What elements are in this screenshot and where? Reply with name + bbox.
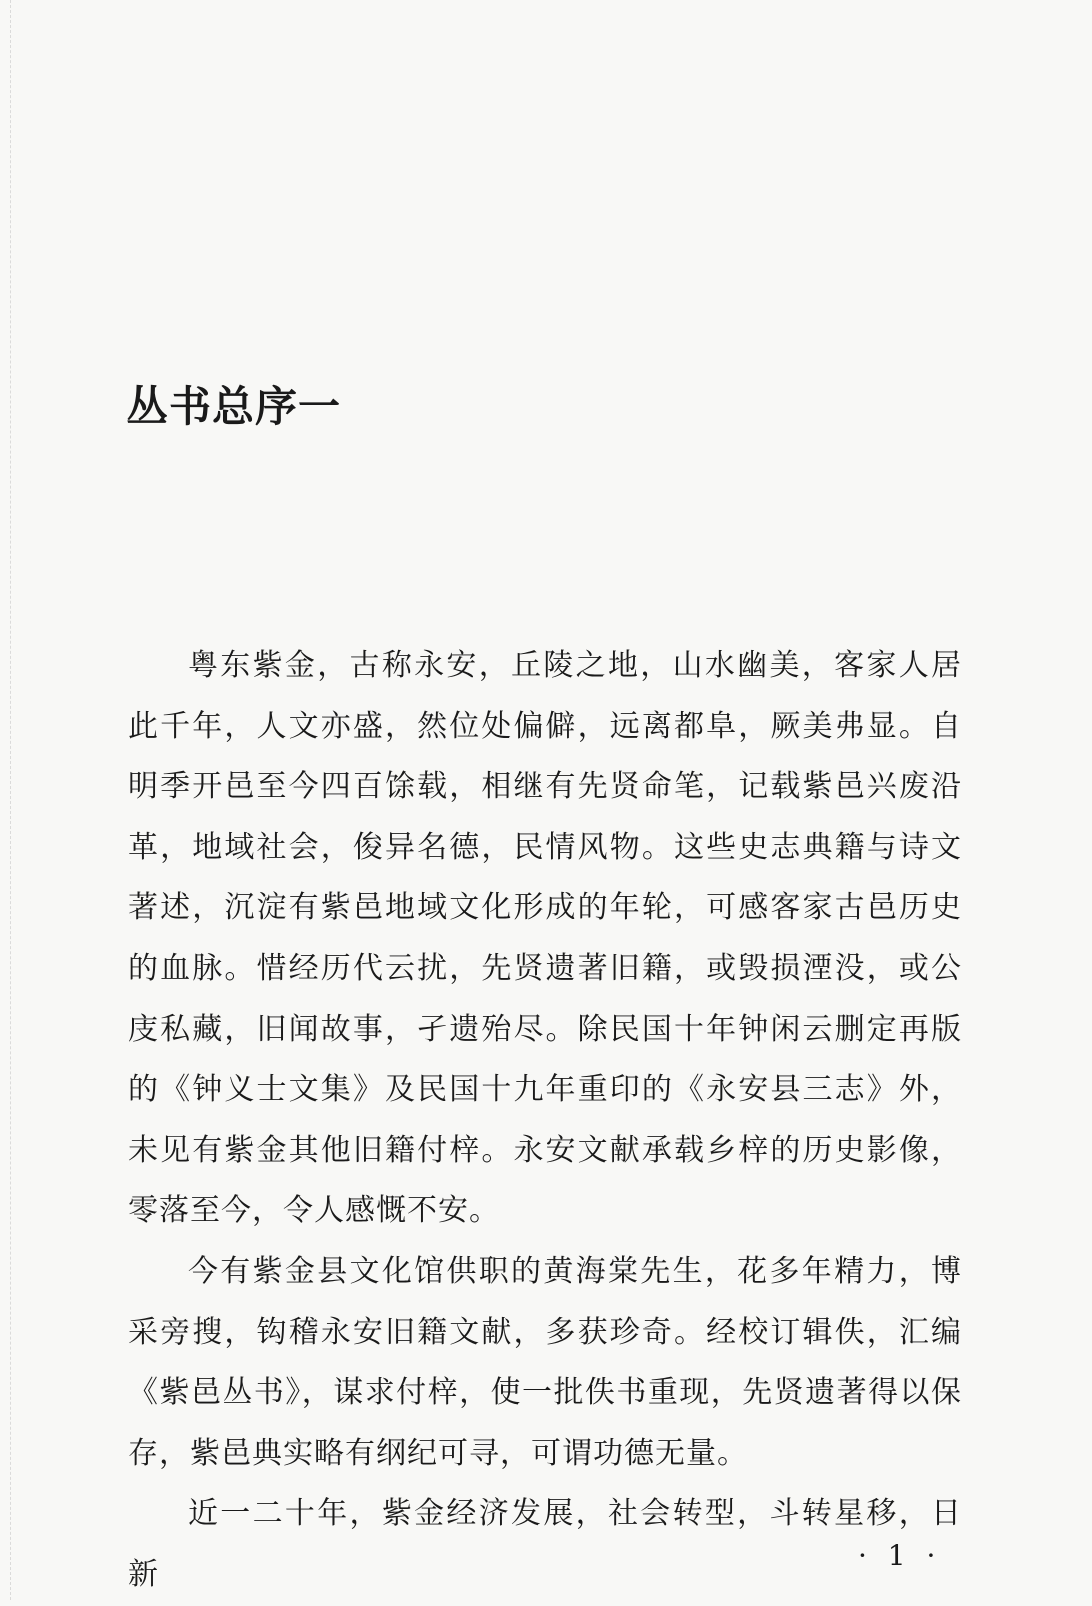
page-title: 丛书总序一: [126, 382, 342, 431]
scan-edge-line: [10, 0, 11, 1600]
paragraph: 粤东紫金，古称永安，丘陵之地，山水幽美，客家人居此千年，人文亦盛，然位处偏僻，远离都阜，厥美弗显。自明季开邑至今四百馀载，相继有先贤命笔，记载紫邑兴废沿革，地域社会，俊异名德，民情风物。这些史志典籍与诗文著述，沉淀有紫邑地域文化形成的年轮，可感客家古邑历史的血脉。惜经历代云扰，先贤遗著旧籍，或毁损湮没，或公庋私藏，旧闻故事，孑遗殆尽。除民国十年钟闲云删定再版的《钟义士文集》及民国十九年重印的《永安县三志》外，未见有紫金其他旧籍付梓。永安文献承载乡梓的历史影像，零落至今，令人感慨不安。: [128, 648, 962, 1229]
paragraph: 今有紫金县文化馆供职的黄海棠先生，花多年精力，博采旁搜，钩稽永安旧籍文献，多获珍奇。经校订辑佚，汇编《紫邑丛书》，谋求付梓，使一批佚书重现，先贤遗著得以保存，紫邑典实略有纲纪可寻，可谓功德无量。: [128, 1253, 962, 1471]
page-number: · 1 ·: [858, 1539, 942, 1572]
body-text: [128, 636, 962, 1606]
paragraph: 近一二十年，紫金经济发展，社会转型，斗转星移，日新: [128, 1496, 962, 1592]
